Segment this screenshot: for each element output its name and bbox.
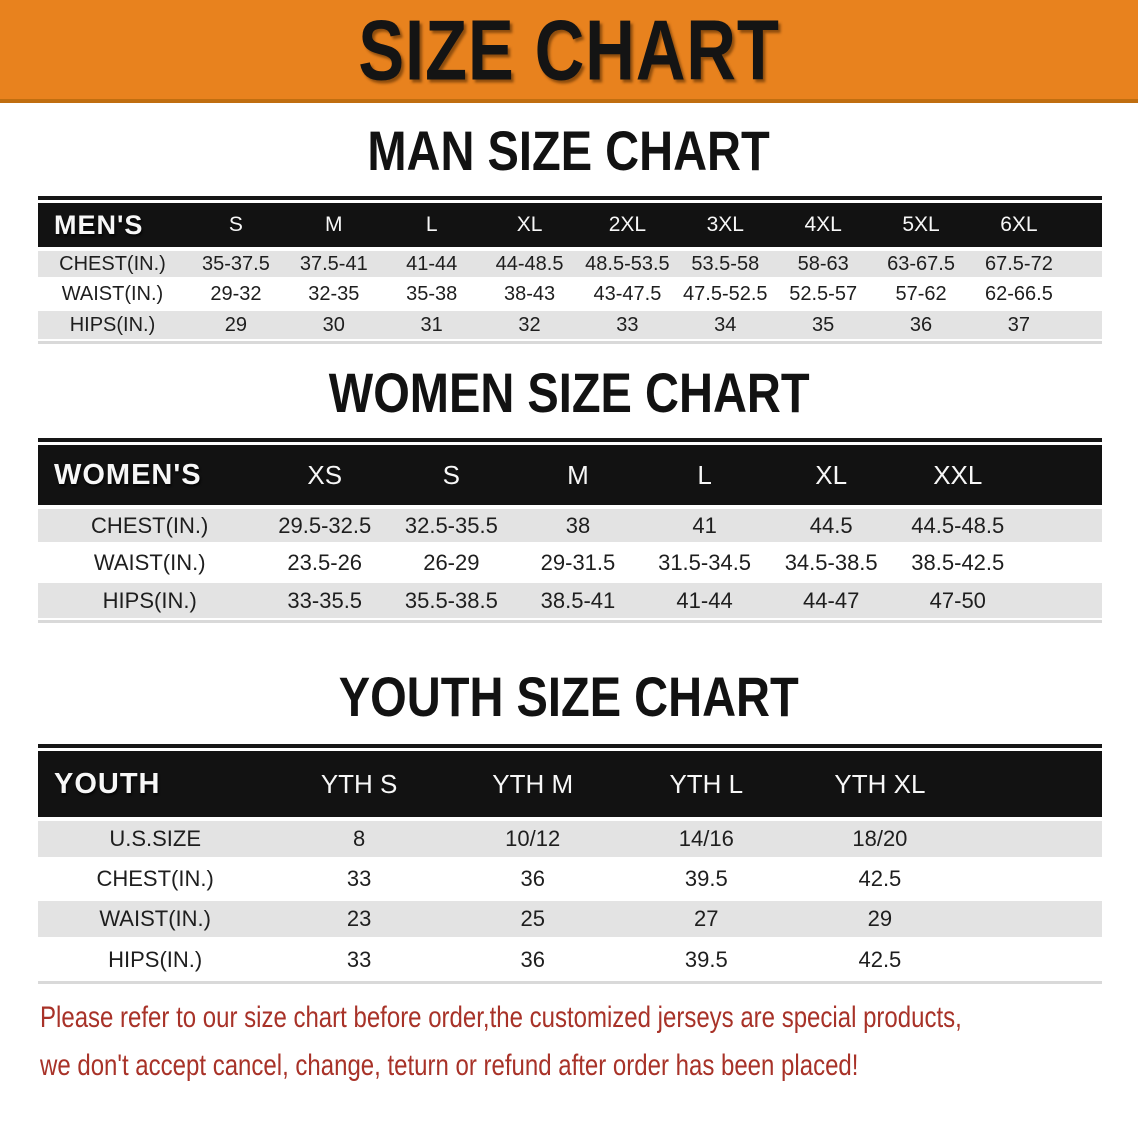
row-filler-cell	[967, 819, 1102, 859]
measurement-value-cell: 29-32	[187, 279, 285, 309]
youth-header-row	[38, 751, 1102, 819]
measurement-row	[38, 939, 1102, 979]
size-header-cell: M	[515, 445, 642, 507]
row-filler-cell	[967, 899, 1102, 939]
measurement-row	[38, 819, 1102, 859]
banner-title-text: SIZE CHART	[358, 1, 780, 98]
measurement-value-cell: 42.5	[793, 939, 967, 979]
row-filler-cell	[1021, 581, 1102, 618]
row-filler-cell	[967, 859, 1102, 899]
size-header-cell: YTH XL	[793, 751, 967, 819]
measurement-value-cell: 33	[272, 939, 446, 979]
measurement-row	[38, 249, 1102, 279]
measurement-label: HIPS(IN.)	[38, 581, 261, 618]
measurement-label: U.S.SIZE	[38, 819, 272, 859]
youth-table-head	[38, 751, 1102, 819]
measurement-row	[38, 309, 1102, 339]
measurement-value-cell: 8	[272, 819, 446, 859]
row-filler-cell	[1068, 279, 1102, 309]
measurement-value-cell: 39.5	[620, 859, 794, 899]
measurement-label: HIPS(IN.)	[38, 309, 187, 339]
measurement-value-cell: 36	[446, 859, 620, 899]
measurement-value-cell: 35	[774, 309, 872, 339]
size-header-cell: 2XL	[578, 203, 676, 249]
measurement-value-cell: 23	[272, 899, 446, 939]
size-header-cell: S	[187, 203, 285, 249]
women-size-section	[0, 361, 1138, 623]
measurement-value-cell: 30	[285, 309, 383, 339]
measurement-value-cell: 57-62	[872, 279, 970, 309]
measurement-value-cell: 38	[515, 507, 642, 544]
measurement-value-cell: 29	[187, 309, 285, 339]
measurement-value-cell: 36	[446, 939, 620, 979]
measurement-value-cell: 27	[620, 899, 794, 939]
measurement-value-cell: 29.5-32.5	[261, 507, 388, 544]
measurement-row	[38, 507, 1102, 544]
measurement-value-cell: 34.5-38.5	[768, 544, 895, 581]
measurement-value-cell: 33	[272, 859, 446, 899]
measurement-row	[38, 544, 1102, 581]
size-chart-sections	[0, 119, 1138, 984]
measurement-row	[38, 279, 1102, 309]
women-header-label: WOMEN'S	[38, 445, 261, 507]
measurement-value-cell: 34	[676, 309, 774, 339]
measurement-value-cell: 52.5-57	[774, 279, 872, 309]
banner	[0, 0, 1138, 103]
measurement-value-cell: 62-66.5	[970, 279, 1068, 309]
measurement-label: CHEST(IN.)	[38, 249, 187, 279]
women-size-table	[38, 445, 1102, 618]
women-table-wrap	[38, 438, 1102, 623]
youth-header-label: YOUTH	[38, 751, 272, 819]
footer-notice	[40, 1000, 1138, 1084]
measurement-value-cell: 53.5-58	[676, 249, 774, 279]
size-header-cell: 5XL	[872, 203, 970, 249]
measurement-value-cell: 47-50	[894, 581, 1021, 618]
header-filler-cell	[1021, 445, 1102, 507]
measurement-value-cell: 38.5-42.5	[894, 544, 1021, 581]
size-header-cell: L	[641, 445, 768, 507]
women-section-title	[0, 361, 1138, 424]
measurement-value-cell: 47.5-52.5	[676, 279, 774, 309]
measurement-value-cell: 33	[578, 309, 676, 339]
size-header-cell: XS	[261, 445, 388, 507]
measurement-value-cell: 39.5	[620, 939, 794, 979]
men-header-row	[38, 203, 1102, 249]
measurement-value-cell: 44-48.5	[481, 249, 579, 279]
notice-line-1: Please refer to our size chart before order,the customized jerseys are special products,	[40, 1001, 962, 1034]
size-header-cell: XL	[768, 445, 895, 507]
measurement-value-cell: 10/12	[446, 819, 620, 859]
women-table-head	[38, 445, 1102, 507]
measurement-value-cell: 63-67.5	[872, 249, 970, 279]
men-table-wrap	[38, 196, 1102, 344]
row-filler-cell	[1068, 249, 1102, 279]
measurement-value-cell: 26-29	[388, 544, 515, 581]
banner-title	[312, 1, 826, 98]
measurement-value-cell: 31	[383, 309, 481, 339]
women-section-title-text: WOMEN SIZE CHART	[328, 361, 810, 424]
measurement-value-cell: 37.5-41	[285, 249, 383, 279]
size-header-cell: 6XL	[970, 203, 1068, 249]
men-section-title	[0, 119, 1138, 182]
measurement-row	[38, 581, 1102, 618]
measurement-value-cell: 35-38	[383, 279, 481, 309]
youth-size-table	[38, 751, 1102, 979]
men-size-section	[0, 119, 1138, 344]
youth-table-body	[38, 819, 1102, 979]
youth-size-section	[0, 665, 1138, 984]
measurement-value-cell: 32.5-35.5	[388, 507, 515, 544]
measurement-row	[38, 899, 1102, 939]
measurement-value-cell: 38-43	[481, 279, 579, 309]
measurement-value-cell: 35.5-38.5	[388, 581, 515, 618]
size-header-cell: 4XL	[774, 203, 872, 249]
measurement-label: HIPS(IN.)	[38, 939, 272, 979]
measurement-value-cell: 37	[970, 309, 1068, 339]
row-filler-cell	[1068, 309, 1102, 339]
women-header-row	[38, 445, 1102, 507]
size-header-cell: XXL	[894, 445, 1021, 507]
measurement-value-cell: 41-44	[641, 581, 768, 618]
measurement-value-cell: 32	[481, 309, 579, 339]
measurement-value-cell: 44.5	[768, 507, 895, 544]
youth-section-title-text: YOUTH SIZE CHART	[339, 665, 799, 728]
measurement-value-cell: 44.5-48.5	[894, 507, 1021, 544]
notice-line-2: we don't accept cancel, change, teturn or refund after order has been placed!	[40, 1049, 859, 1082]
measurement-value-cell: 42.5	[793, 859, 967, 899]
size-header-cell: L	[383, 203, 481, 249]
measurement-value-cell: 25	[446, 899, 620, 939]
measurement-label: CHEST(IN.)	[38, 507, 261, 544]
size-header-cell: M	[285, 203, 383, 249]
men-table-body	[38, 249, 1102, 339]
size-header-cell: YTH S	[272, 751, 446, 819]
measurement-value-cell: 32-35	[285, 279, 383, 309]
size-header-cell: S	[388, 445, 515, 507]
measurement-value-cell: 48.5-53.5	[578, 249, 676, 279]
measurement-label: WAIST(IN.)	[38, 279, 187, 309]
size-header-cell: 3XL	[676, 203, 774, 249]
row-filler-cell	[1021, 507, 1102, 544]
size-header-cell: XL	[481, 203, 579, 249]
measurement-value-cell: 58-63	[774, 249, 872, 279]
header-filler-cell	[967, 751, 1102, 819]
measurement-value-cell: 29-31.5	[515, 544, 642, 581]
header-filler-cell	[1068, 203, 1102, 249]
men-header-label: MEN'S	[38, 203, 187, 249]
youth-table-wrap	[38, 744, 1102, 984]
measurement-row	[38, 859, 1102, 899]
measurement-value-cell: 41	[641, 507, 768, 544]
measurement-label: WAIST(IN.)	[38, 544, 261, 581]
measurement-value-cell: 38.5-41	[515, 581, 642, 618]
measurement-value-cell: 29	[793, 899, 967, 939]
measurement-value-cell: 43-47.5	[578, 279, 676, 309]
men-table-head	[38, 203, 1102, 249]
measurement-value-cell: 18/20	[793, 819, 967, 859]
measurement-value-cell: 44-47	[768, 581, 895, 618]
men-size-table	[38, 203, 1102, 339]
row-filler-cell	[1021, 544, 1102, 581]
size-header-cell: YTH M	[446, 751, 620, 819]
women-table-body	[38, 507, 1102, 618]
measurement-value-cell: 41-44	[383, 249, 481, 279]
measurement-value-cell: 35-37.5	[187, 249, 285, 279]
measurement-value-cell: 67.5-72	[970, 249, 1068, 279]
measurement-value-cell: 14/16	[620, 819, 794, 859]
youth-section-title	[0, 665, 1138, 728]
measurement-value-cell: 31.5-34.5	[641, 544, 768, 581]
measurement-value-cell: 36	[872, 309, 970, 339]
men-section-title-text: MAN SIZE CHART	[367, 119, 771, 182]
measurement-label: WAIST(IN.)	[38, 899, 272, 939]
measurement-value-cell: 33-35.5	[261, 581, 388, 618]
measurement-value-cell: 23.5-26	[261, 544, 388, 581]
size-header-cell: YTH L	[620, 751, 794, 819]
measurement-label: CHEST(IN.)	[38, 859, 272, 899]
row-filler-cell	[967, 939, 1102, 979]
